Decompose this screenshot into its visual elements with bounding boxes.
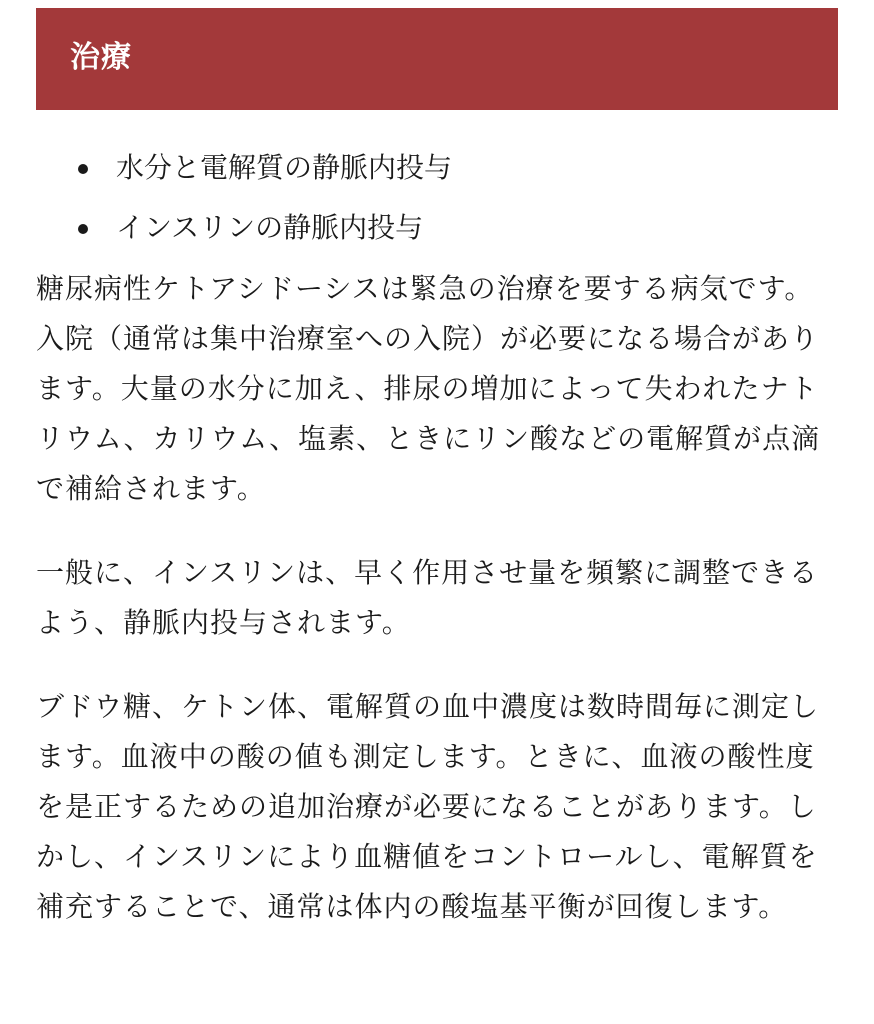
list-item (36, 200, 838, 260)
bullet-icon (78, 224, 88, 234)
article-body (36, 264, 836, 966)
list-item-text: インスリンの静脈内投与 (116, 211, 424, 244)
treatment-bullet-list (36, 140, 838, 260)
paragraph: 一般に、インスリンは、早く作用させ量を頻繁に調整できるよう、静脈内投与されます。 (36, 556, 819, 639)
paragraph: ブドウ糖、ケトン体、電解質の血中濃度は数時間毎に測定します。血液中の酸の値も測定します。ときに、血液の酸性度を是正するための追加治療が必要になることがあります。しかし、インスリンにより血糖値をコントロールし、電解質を補充することで、通常は体内の酸塩基平衡が回復します。 (36, 690, 820, 923)
section-title: 治療 (70, 40, 132, 75)
list-item (36, 140, 838, 200)
paragraph: 糖尿病性ケトアシドーシスは緊急の治療を要する病気です。入院（通常は集中治療室への入院）が必要になる場合があります。大量の水分に加え、排尿の増加によって失われたナトリウム、カリウム、塩素、ときにリン酸などの電解質が点滴で補給されます。 (36, 272, 821, 505)
bullet-icon (78, 164, 88, 174)
section-header (36, 8, 838, 110)
list-item-text: 水分と電解質の静脈内投与 (116, 151, 453, 184)
